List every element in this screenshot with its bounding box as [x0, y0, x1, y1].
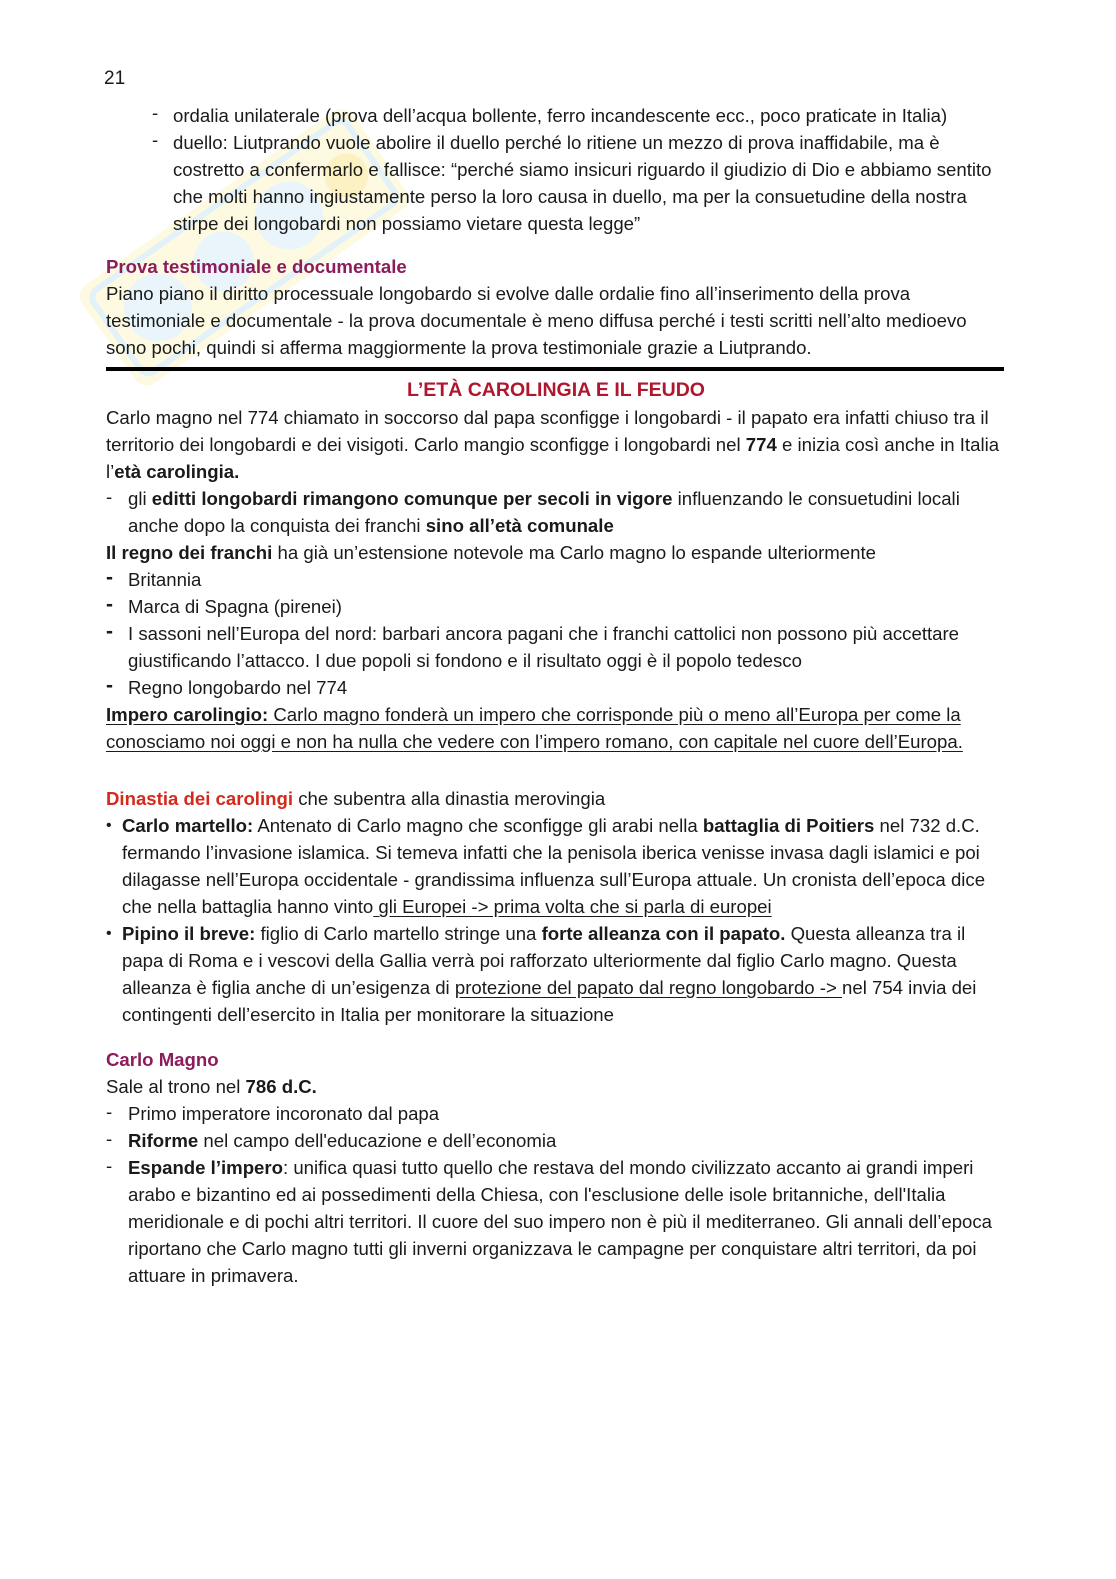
- editti-list: [128, 485, 1006, 539]
- ordalie-list: [173, 102, 1006, 237]
- heading-carlo-magno: Carlo Magno: [106, 1049, 219, 1070]
- list-item: - Regno longobardo nel 774: [128, 674, 1006, 701]
- list-item: - Britannia: [128, 566, 1006, 593]
- list-item: - Marca di Spagna (pirenei): [128, 593, 1006, 620]
- list-item-martello: • Carlo martello: Antenato di Carlo magno che sconfigge gli arabi nella battaglia di Poitiers nel 732 d.C. fermando l’invasione islamica. Si temeva infatti che la penisola iberica venisse invasa dagli islamici e poi dilagasse nell’Europa occidentale - grandissima influenza sull’Europa attuale. Un cronista dell’epoca dice che nella battaglia hanno vinto gli Europei -> prima volta che si parla di europei: [122, 812, 1006, 920]
- section-divider: [106, 367, 1004, 371]
- heading-prova: Prova testimoniale e documentale: [106, 256, 407, 277]
- list-item: - duello: Liutprando vuole abolire il duello perché lo ritiene un mezzo di prova inaffidabile, ma è costretto a confermarlo e fallisce: “perché siamo insicuri riguardo il giudizio di Dio e abbiamo sentito che molti hanno ingiustamente perso la loro causa in duello, ma per la consuetudine della nostra stirpe dei longobardi non possiamo vietare questa legge”: [173, 129, 1006, 237]
- dinastia-heading: Dinastia dei carolingi che subentra alla dinastia merovingia: [106, 788, 606, 809]
- list-item: - ordalia unilaterale (prova dell’acqua bollente, ferro incandescente ecc., poco praticate in Italia): [173, 102, 1006, 129]
- list-item: - I sassoni nell’Europa del nord: barbari ancora pagani che i franchi cattolici non possono più accettare giustificando l’attacco. I due popoli si fondono e il risultato oggi è il popolo tedesco: [128, 620, 1006, 674]
- list-item-pipino: • Pipino il breve: figlio di Carlo martello stringe una forte alleanza con il papato. Questa alleanza tra il papa di Roma e i vescovi della Gallia verrà poi rafforzato ulteriormente dal figlio Carlo magno. Questa alleanza è figlia anche di un’esigenza di protezione del papato dal regno longobardo -> nel 754 invia dei contingenti dell’esercito in Italia per monitorare la situazione: [122, 920, 1006, 1028]
- intro-paragraph: Carlo magno nel 774 chiamato in soccorso dal papa sconfigge i longobardi - il papato era infatti chiuso tra il territorio dei longobardi e dei visigoti. Carlo mangio sconfigge i longobardi nel 774 e inizia così anche in Italia l’età carolingia.: [106, 407, 1000, 482]
- prova-paragraph: Piano piano il diritto processuale longobardo si evolve dalle ordalie fino all’inserimento della prova testimoniale e documentale - la prova documentale è meno diffusa perché i testi scritti nell’alto medioevo sono pochi, quindi si afferma maggiormente la prova testimoniale grazie a Liutprando.: [106, 283, 967, 358]
- list-item: - Espande l’impero: unifica quasi tutto quello che restava del mondo civilizzato accanto ai grandi imperi arabo e bizantino ed ai possedimenti della Chiesa, con l'esclusione delle isole britanniche, dell'Italia meridionale e di pochi altri territori. Il cuore del suo impero non è più il mediterraneo. Gli annali dell’epoca riportano che Carlo magno tutti gli inverni organizzava le campagne per conquistare altri territori, da poi attuare in primavera.: [128, 1154, 1006, 1289]
- impero-paragraph: Impero carolingio: Carlo magno fonderà un impero che corrisponde più o meno all’Europa per come la conosciamo noi oggi e non ha nulla che vedere con l’impero romano, con capitale nel cuore dell’Europa.: [106, 704, 963, 752]
- regno-paragraph: Il regno dei franchi ha già un’estensione notevole ma Carlo magno lo espande ulteriormente: [106, 542, 876, 563]
- page-content: [106, 102, 1006, 1289]
- section-title: L’ETÀ CAROLINGIA E IL FEUDO: [407, 379, 705, 401]
- page-number: 21: [104, 68, 126, 89]
- list-item: - Riforme nel campo dell'educazione e dell’economia: [128, 1127, 1006, 1154]
- sale-paragraph: Sale al trono nel 786 d.C.: [106, 1076, 317, 1097]
- list-item: - Primo imperatore incoronato dal papa: [128, 1100, 1006, 1127]
- carlo-magno-list: [128, 1100, 1006, 1289]
- dinastia-list: [122, 812, 1006, 1028]
- espansione-list: [128, 566, 1006, 701]
- list-item: - gli editti longobardi rimangono comunque per secoli in vigore influenzando le consuetudini locali anche dopo la conquista dei franchi sino all’età comunale: [128, 485, 1006, 539]
